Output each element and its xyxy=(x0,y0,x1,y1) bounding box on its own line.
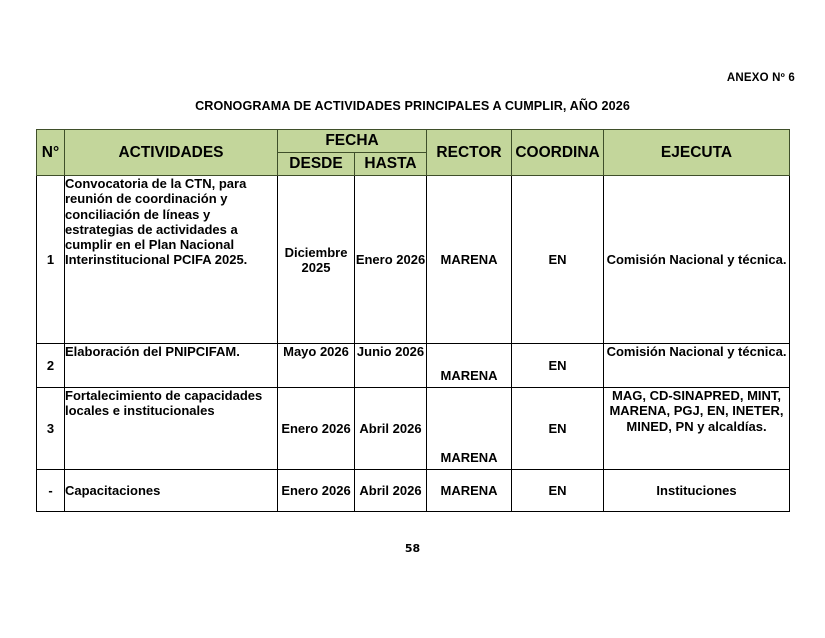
schedule-table xyxy=(36,129,790,512)
column-header-activities: ACTIVIDADES xyxy=(65,130,278,176)
cell-coordina: EN xyxy=(512,344,604,388)
cell-desde: Enero 2026 xyxy=(278,470,355,512)
column-header-coordina: COORDINA xyxy=(512,130,604,176)
column-header-num: N° xyxy=(37,130,65,176)
cell-desde: Enero 2026 xyxy=(278,388,355,470)
cell-num: 2 xyxy=(37,344,65,388)
cell-hasta: Abril 2026 xyxy=(355,470,427,512)
cell-desde: Diciembre 2025 xyxy=(278,176,355,344)
column-header-hasta: HASTA xyxy=(355,153,427,176)
cell-activity: Capacitaciones xyxy=(65,470,278,512)
column-header-rector: RECTOR xyxy=(427,130,512,176)
cell-rector: MARENA xyxy=(427,470,512,512)
table-row xyxy=(37,176,790,344)
cell-rector: MARENA xyxy=(427,176,512,344)
cell-hasta: Enero 2026 xyxy=(355,176,427,344)
table-row xyxy=(37,344,790,388)
cell-ejecuta: MAG, CD-SINAPRED, MINT, MARENA, PGJ, EN, INETER, MINED, PN y alcaldías. xyxy=(604,388,790,470)
cell-ejecuta: Instituciones xyxy=(604,470,790,512)
cell-num: 1 xyxy=(37,176,65,344)
column-header-ejecuta: EJECUTA xyxy=(604,130,790,176)
table-row xyxy=(37,388,790,470)
cell-ejecuta: Comisión Nacional y técnica. xyxy=(604,344,790,388)
cell-num: 3 xyxy=(37,388,65,470)
cell-activity: Fortalecimiento de capacidades locales e institucionales xyxy=(65,388,278,470)
schedule-table-container xyxy=(36,129,789,512)
cell-hasta: Abril 2026 xyxy=(355,388,427,470)
cell-ejecuta: Comisión Nacional y técnica. xyxy=(604,176,790,344)
cell-rector: MARENA xyxy=(427,344,512,388)
cell-desde: Mayo 2026 xyxy=(278,344,355,388)
cell-num: - xyxy=(37,470,65,512)
cell-activity: Elaboración del PNIPCIFAM. xyxy=(65,344,278,388)
column-header-desde: DESDE xyxy=(278,153,355,176)
table-header xyxy=(37,130,790,176)
cell-coordina: EN xyxy=(512,176,604,344)
table-row xyxy=(37,470,790,512)
page-number: 58 xyxy=(404,542,421,555)
table-header-row-1 xyxy=(37,130,790,153)
cell-rector: MARENA xyxy=(427,388,512,470)
column-header-fecha: FECHA xyxy=(278,130,427,153)
cell-coordina: EN xyxy=(512,470,604,512)
cell-hasta: Junio 2026 xyxy=(355,344,427,388)
table-body xyxy=(37,176,790,512)
annex-label: ANEXO Nº 6 xyxy=(726,72,795,84)
cell-activity: Convocatoria de la CTN, para reunión de coordinación y conciliación de líneas y estrategias de actividades a cumplir en el Plan Nacional Interinstitucional PCIFA 2025. xyxy=(65,176,278,344)
cell-coordina: EN xyxy=(512,388,604,470)
page-title: CRONOGRAMA DE ACTIVIDADES PRINCIPALES A CUMPLIR, AÑO 2026 xyxy=(195,99,630,113)
